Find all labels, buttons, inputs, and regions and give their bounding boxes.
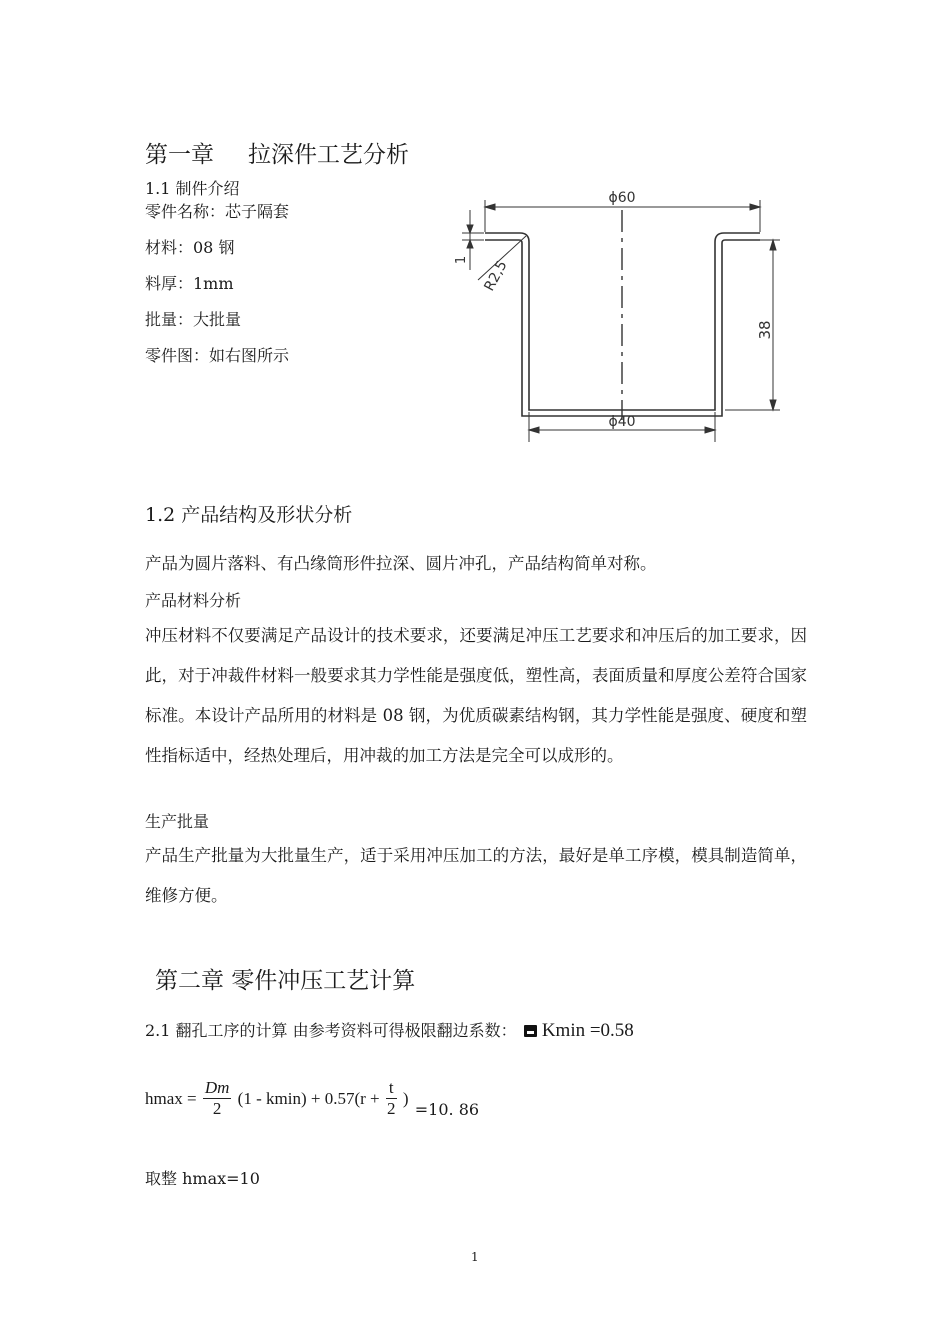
fraction-numerator: Dm [204,1078,230,1097]
hmax-formula [145,1078,479,1130]
formula-object-icon [524,1025,537,1037]
dim-radius-label: R2,5 [481,258,511,294]
section-1-2-title: 1.2 产品结构及形状分析 [145,504,353,526]
formula-lhs: hmax = [145,1088,197,1108]
thickness: 料厚：1mm [145,274,234,293]
section-2-1-line [145,1018,634,1042]
dim-bottom-label: ϕ40 [608,414,636,430]
chapter2-heading: 第二章 零件冲压工艺计算 [155,968,416,994]
dim-top-label: ϕ60 [608,190,636,206]
rounded-hmax: 取整 hmax=10 [145,1169,260,1188]
material: 材料：08 钢 [145,238,235,257]
paragraph-batch: 产品生产批量为大批量生产，适于采用冲压加工的方法，最好是单工序模，模具制造简单，维修方便。 [145,846,807,905]
page-number: 1 [471,1250,479,1264]
dim-thickness-label: 1 [454,255,469,265]
drawing-note: 零件图：如右图所示 [145,346,290,365]
fraction-dm-2 [203,1078,232,1119]
dim-height-label: 38 [756,320,774,340]
fraction-t-numerator: t [386,1078,397,1099]
part-drawing [440,180,800,450]
fraction-t-2 [386,1078,397,1119]
heading-material-analysis: 产品材料分析 [145,591,242,610]
formula-close: ) [402,1088,409,1108]
fraction-denominator: 2 [212,1099,222,1118]
part-info [145,194,289,374]
formula-middle: (1 - kmin) + 0.57(r + [237,1088,380,1108]
chapter1-title: 拉深件工艺分析 [248,142,409,168]
batch-size: 批量：大批量 [145,310,242,329]
paragraph-material: 冲压材料不仅要满足产品设计的技术要求，还要满足冲压工艺要求和冲压后的加工要求，因此，对于冲裁件材料一般要求其力学性能是强度低，塑性高，表面质量和厚度公差符合国家标准。本设计产品所用的材料是 08 钢，为优质碳素结构钢，其力学性能是强度、硬度和塑性指标适中，经热处理后，用冲裁的加工方法是完全可以成形的。 [145,626,807,765]
fraction-t-denominator: 2 [386,1099,396,1118]
paragraph-structure: 产品为圆片落料、有凸缘筒形件拉深、圆片冲孔，产品结构简单对称。 [145,554,657,573]
part-name: 零件名称：芯子隔套 [145,202,290,221]
chapter1-heading [145,136,409,169]
section-1-1-title: 1.1 制件介绍 [145,179,240,198]
formula-result: =10. 86 [414,1100,480,1119]
section-2-1-text: 2.1 翻孔工序的计算 由参考资料可得极限翻边系数： [145,1021,517,1040]
chapter1-number: 第一章 [145,142,214,168]
kmin-value: Kmin =0.58 [541,1020,634,1041]
heading-production-batch: 生产批量 [145,812,210,831]
